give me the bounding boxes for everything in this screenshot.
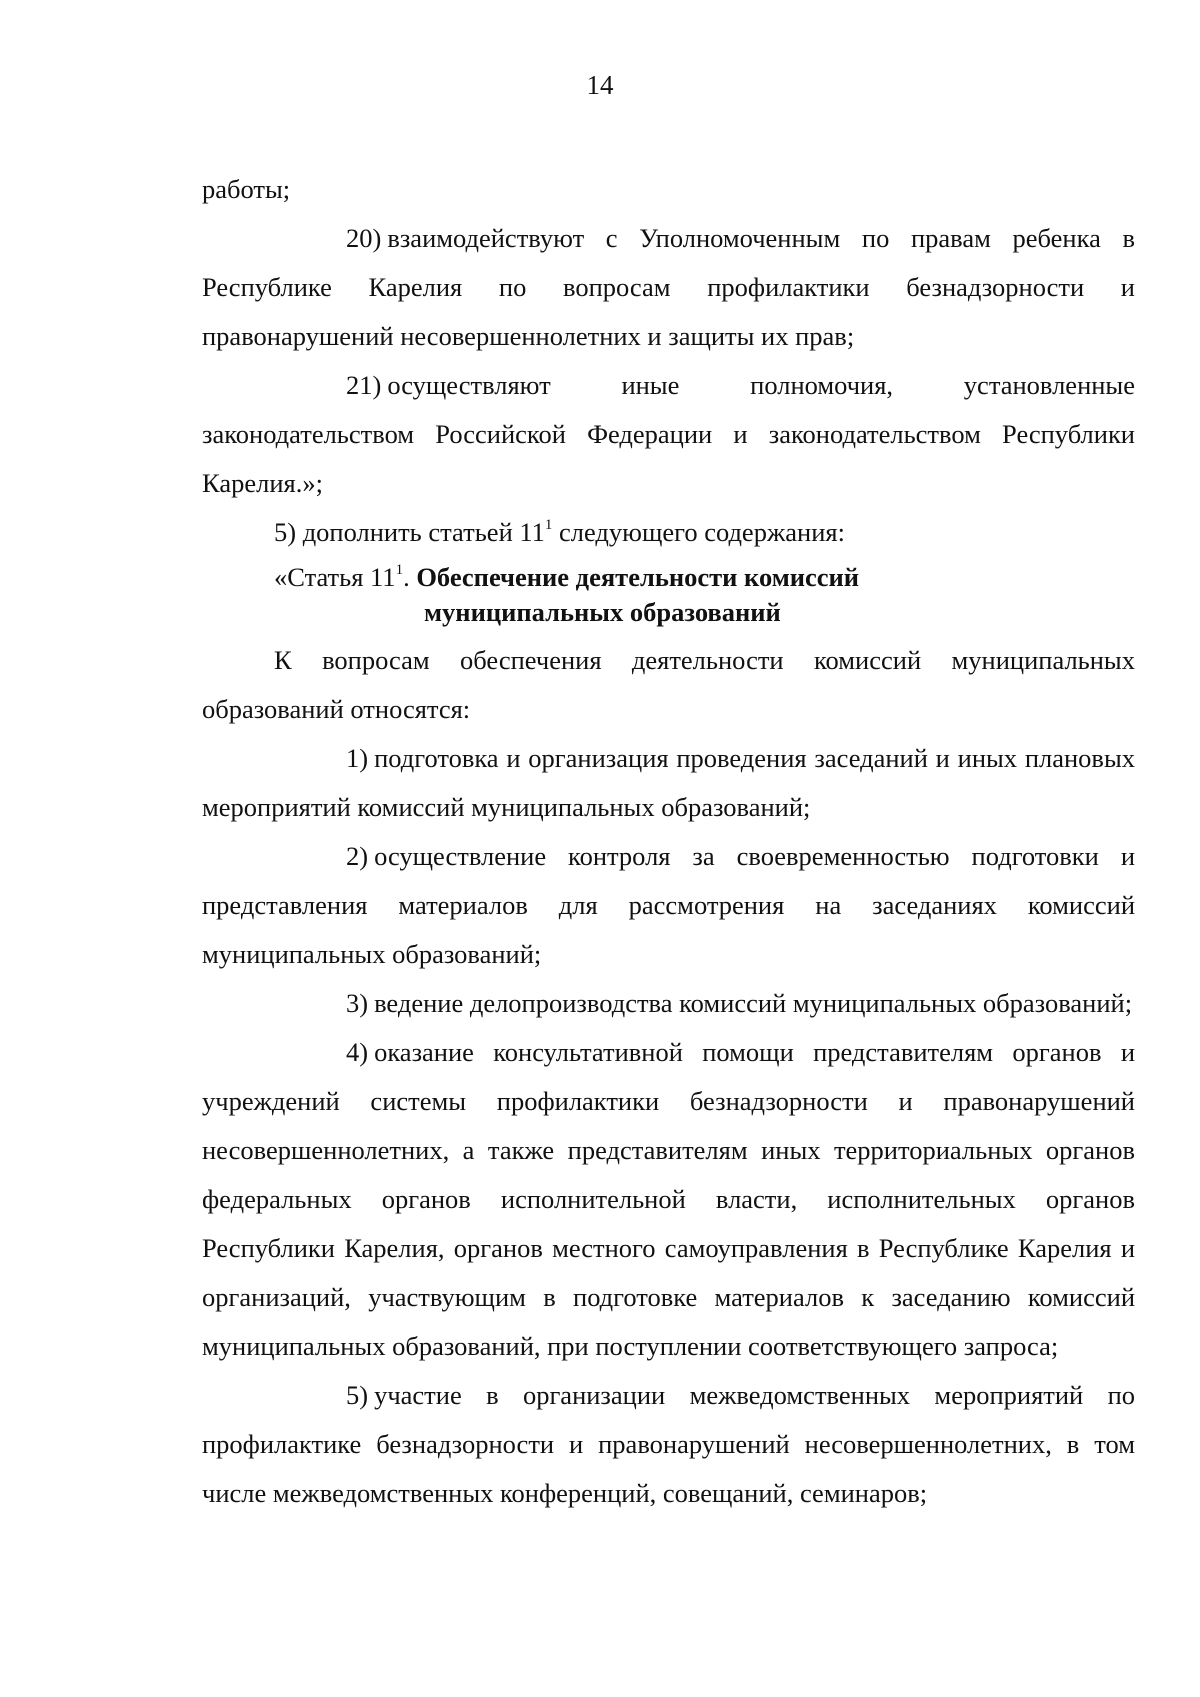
item-text: осуществление контроля за своевременностью подготовки и представления материалов для рассмотрения на заседаниях комиссий муниципальных образований;	[202, 841, 1135, 969]
paragraph-continuation	[202, 165, 1135, 214]
item-number: 3)	[346, 988, 369, 1018]
item-number: 2)	[346, 841, 369, 871]
list-item-2	[202, 832, 1135, 979]
paragraph-text: работы;	[202, 174, 291, 204]
article-dot: .	[403, 562, 410, 592]
list-item-1	[202, 734, 1135, 832]
list-item-21	[202, 361, 1135, 508]
item-text: подготовка и организация проведения заседаний и иных плановых мероприятий комиссий муниципальных образований;	[202, 743, 1135, 822]
item-text: оказание консультативной помощи представителям органов и учреждений системы профилактики безнадзорности и правонарушений несовершеннолетних, а также представителям иных территориальных органов федеральных органов исполнительной власти, исполнительных органов Республики Карелия, органов местного самоуправления в Республике Карелия и организаций, участвующим в подготовке материалов к заседанию комиссий муниципальных образований, при поступлении соответствующего запроса;	[202, 1037, 1135, 1361]
article-superscript: 1	[395, 562, 404, 579]
article-intro	[202, 636, 1135, 734]
item-text: осуществляют иные полномочия, установленные законодательством Российской Федерации и законодательством Республики Карелия.»;	[202, 370, 1135, 498]
article-label: «Статья 11	[274, 562, 396, 592]
amendment-text-end: следующего содержания:	[552, 517, 845, 547]
list-item-20	[202, 214, 1135, 361]
superscript: 1	[544, 517, 553, 534]
list-item-3	[202, 979, 1135, 1028]
article-title-line2: муниципальных образований	[424, 597, 781, 627]
item-number: 21)	[346, 370, 382, 400]
item-text: ведение делопроизводства комиссий муниципальных образований;	[374, 988, 1133, 1018]
list-item-4	[202, 1028, 1135, 1371]
page-number: 14	[586, 70, 614, 100]
item-number: 5)	[346, 1380, 369, 1410]
item-number: 20)	[346, 223, 382, 253]
article-title-line1: Обеспечение деятельности комиссий	[416, 562, 860, 592]
item-text: участие в организации межведомственных мероприятий по профилактике безнадзорности и правонарушений несовершеннолетних, в том числе межведомственных конференций, совещаний, семинаров;	[202, 1380, 1135, 1508]
item-text: взаимодействуют с Уполномоченным по правам ребенка в Республике Карелия по вопросам профилактики безнадзорности и правонарушений несовершеннолетних и защиты их прав;	[202, 223, 1135, 351]
document-body	[202, 165, 1135, 1518]
item-number: 1)	[346, 743, 369, 773]
amendment-point-5	[202, 508, 1135, 557]
list-item-5	[202, 1371, 1135, 1518]
article-heading	[202, 557, 1135, 636]
intro-text: К вопросам обеспечения деятельности комиссий муниципальных образований относятся:	[202, 645, 1135, 724]
item-number: 4)	[346, 1037, 369, 1067]
amendment-text-start: 5) дополнить статьей 11	[274, 517, 545, 547]
